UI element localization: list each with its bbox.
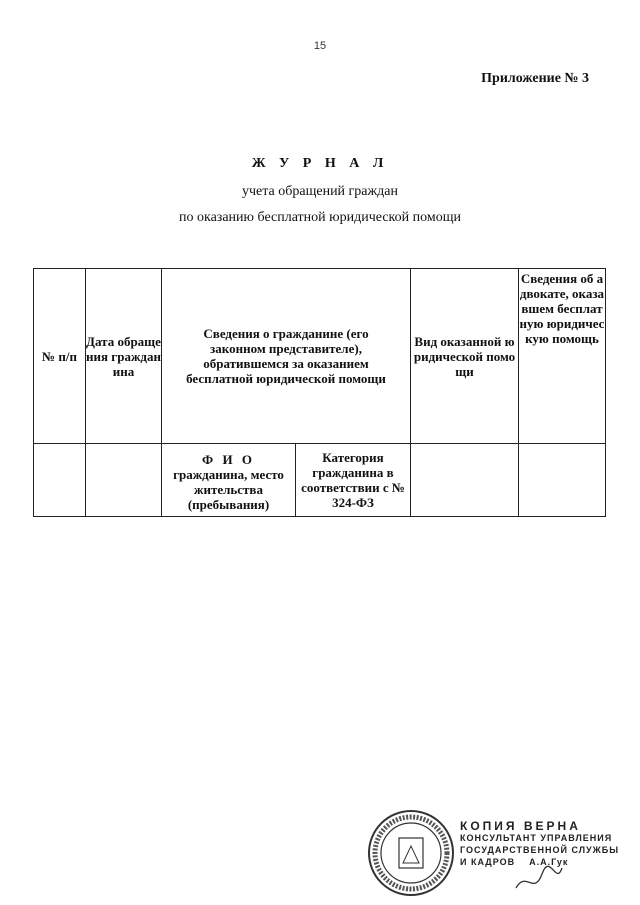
empty-cell bbox=[411, 444, 519, 517]
stamp-position-line: КОНСУЛЬТАНТ УПРАВЛЕНИЯ bbox=[460, 833, 613, 843]
journal-table bbox=[33, 268, 606, 517]
seal-text-ring bbox=[375, 817, 447, 889]
header-advocate-info: Сведения об адвокате, оказавшем бесплатную юридическую помощь bbox=[519, 269, 606, 444]
stamp-text bbox=[460, 820, 619, 868]
stamp-line4: И КАДРОВ bbox=[460, 857, 516, 867]
stamp-department-line-2 bbox=[460, 856, 619, 868]
seal-emblem-detail bbox=[403, 846, 419, 863]
empty-cell bbox=[519, 444, 606, 517]
stamp-certified-copy: КОПИЯ ВЕРНА bbox=[460, 819, 581, 833]
subheader-fio bbox=[162, 444, 296, 517]
fio-description: гражданина, место жительства (пребывания) bbox=[173, 467, 284, 512]
document-title-block bbox=[0, 156, 640, 226]
empty-cell bbox=[34, 444, 86, 517]
subtitle-line-2: по оказанию бесплатной юридической помощи bbox=[179, 210, 461, 225]
empty-cell bbox=[86, 444, 162, 517]
appendix-label: Приложение № 3 bbox=[481, 71, 589, 86]
journal-title: Ж У Р Н А Л bbox=[251, 156, 389, 171]
header-citizen-info: Сведения о гражданине (его законном представителе), обратившемся за оказанием бесплатной юридической помощи bbox=[162, 269, 411, 444]
header-date: Дата обращения гражданина bbox=[86, 269, 162, 444]
subheader-category: Категория гражданина в соответствии с № 324-ФЗ bbox=[296, 444, 411, 517]
header-help-type: Вид оказанной юридической помощи bbox=[411, 269, 519, 444]
stamp-signature-name: А.А.Гук bbox=[529, 857, 569, 867]
header-number: № п/п bbox=[34, 269, 86, 444]
subtitle-line-1: учета обращений граждан bbox=[241, 184, 399, 199]
signature-mark bbox=[516, 866, 562, 888]
seal-inner-ring bbox=[381, 823, 441, 883]
fio-title: Ф И О bbox=[202, 452, 255, 467]
table-subheader-row bbox=[34, 444, 606, 517]
table-header-row bbox=[34, 269, 606, 444]
stamp-department-line: ГОСУДАРСТВЕННОЙ СЛУЖБЫ bbox=[460, 845, 620, 855]
page-number: 15 bbox=[313, 40, 327, 52]
